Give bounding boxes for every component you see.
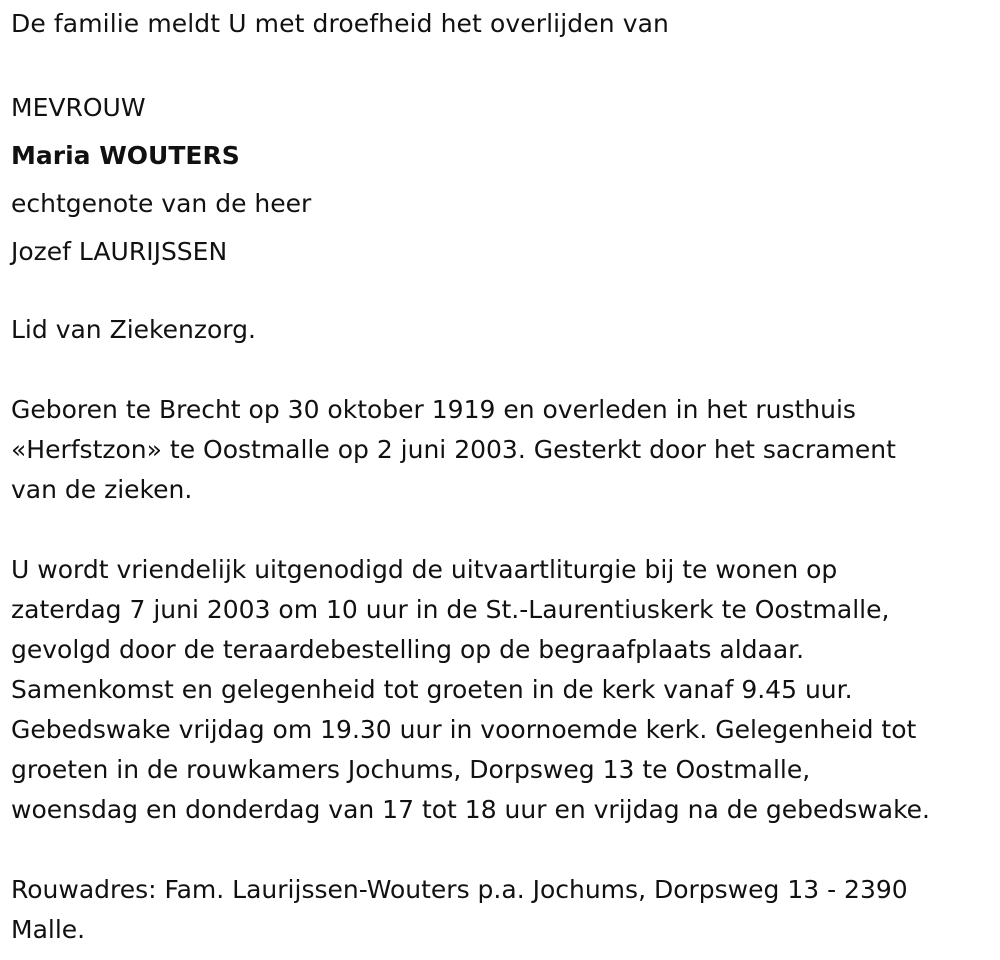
birth-death-paragraph xyxy=(11,390,1000,510)
paragraph-line: groeten in de rouwkamers Jochums, Dorpsweg 13 te Oostmalle, xyxy=(11,755,811,784)
address-paragraph xyxy=(11,870,1000,950)
funeral-paragraph xyxy=(11,550,1000,830)
paragraph-line: woensdag en donderdag van 17 tot 18 uur en vrijdag na de gebedswake. xyxy=(11,795,930,824)
paragraph-line: Geboren te Brecht op 30 oktober 1919 en overleden in het rusthuis xyxy=(11,395,856,424)
spouse-name: Jozef LAURIJSSEN xyxy=(11,237,228,266)
paragraph-line: zaterdag 7 juni 2003 om 10 uur in de St.-Laurentiuskerk te Oostmalle, xyxy=(11,595,890,624)
spacer xyxy=(11,350,1000,390)
spacer xyxy=(11,276,1000,310)
spacer xyxy=(11,44,1000,84)
deceased-name: Maria WOUTERS xyxy=(11,141,240,170)
spacer xyxy=(11,830,1000,870)
paragraph-line: Samenkomst en gelegenheid tot groeten in de kerk vanaf 9.45 uur. xyxy=(11,675,853,704)
paragraph-line: gevolgd door de teraardebestelling op de begraafplaats aldaar. xyxy=(11,635,805,664)
title-prefix: MEVROUW xyxy=(11,93,146,122)
paragraph-line: U wordt vriendelijk uitgenodigd de uitvaartliturgie bij te wonen op xyxy=(11,555,838,584)
spacer xyxy=(11,510,1000,550)
membership-text: Lid van Ziekenzorg. xyxy=(11,315,256,344)
paragraph-line: van de zieken. xyxy=(11,475,193,504)
intro-text: De familie meldt U met droefheid het overlijden van xyxy=(11,9,669,38)
paragraph-line: Rouwadres: Fam. Laurijssen-Wouters p.a. Jochums, Dorpsweg 13 - 2390 xyxy=(11,875,908,904)
paragraph-line: «Herfstzon» te Oostmalle op 2 juni 2003. Gesterkt door het sacrament xyxy=(11,435,896,464)
paragraph-line: Gebedswake vrijdag om 19.30 uur in voornoemde kerk. Gelegenheid tot xyxy=(11,715,917,744)
paragraph-line: Malle. xyxy=(11,915,86,944)
spouse-label: echtgenote van de heer xyxy=(11,189,312,218)
